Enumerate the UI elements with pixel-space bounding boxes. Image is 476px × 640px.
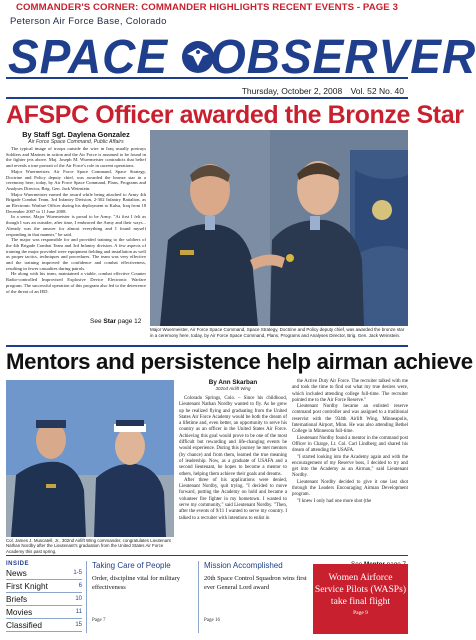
- dateline: [236, 86, 404, 96]
- masthead-word-observer: OBSERVER: [210, 28, 476, 84]
- second-paragraph: Lieutenant Nordby decided to give it one last shot through the Leaders Encouraging Airman Development program.: [292, 479, 408, 498]
- second-headline[interactable]: Mentors and persistence help airman achieve: [6, 349, 473, 374]
- index-item-classified[interactable]: Classified 15: [6, 620, 82, 630]
- index-item-first-knight[interactable]: First Knight 6: [6, 581, 82, 591]
- second-paragraph: "I started looking into the Academy again and with the encouragement of my Reserve boss, I decided to try and get into the Academy as an Airman," said Lieutenant Nordby.: [292, 454, 408, 479]
- second-paragraph: Colorado Springs, Colo. – Since his childhood, Lieutenant Nathan Nordby wanted to fly. As he grew up he realized flying and graduating from the United States Air Force Academy would be both the dream of a lifetime and, even better, an opportunity to serve his country as an officer in the United States Air Force. Achieving this goal would prove to be one of the most difficult but rewarding and life-changing events he would experience. During this journey he met mentors (by chance) and from them, learned the true meaning of leadership. Now, as a graduate of USAFA and a second lieutenant, he hopes to become a mentor to others, helping them achieve their goals and dreams.: [179, 396, 287, 477]
- lead-paragraph: The major was responsible for and provided training to the soldiers of the 4th Brigade Combat Team and 3rd Infantry division. A few aspects of training the major provided were equipment fielding and installation as well as proper tactics, techniques and procedures. The team was very effective and the training improved the confidence and combat effectiveness, resulting in fewer casualties during patrols.: [6, 237, 146, 271]
- lead-paragraph: The typical image of troops outside the wire in Iraq usually portrays Soldiers and Marines in action and the Air Force is assumed to be found in the fighter jets above. Maj. Joseph M. Wuermeister contradicts that belief and reveals a true portrait of the Air Force's role in current operations.: [6, 146, 146, 169]
- graduation-photo: [6, 380, 174, 537]
- lead-paragraph: Major Wuermeister earned the award while being attached to Army 4th Brigade Combat Team, 3rd Infantry Division, 2-302 Infantry Battalion, as an Electronic Warfare Officer during his deployment to Kalsu, Iraq from 18 December 2007 to 11 June 2008.: [6, 191, 146, 214]
- location-line: Peterson Air Force Base, Colorado: [10, 16, 167, 27]
- index-item-briefs[interactable]: Briefs 10: [6, 594, 82, 604]
- index-item-movies[interactable]: Movies 11: [6, 607, 82, 617]
- graduation-illustration: [6, 380, 174, 537]
- second-paragraph: Lieutenant Nordby became an enlisted reserve command post controller and was assigned to a traditional reservist with the 934th Airlift Wing, Minneapolis, International Airport, Minn. He was also attending Bethel College in Minnesota full-time.: [292, 404, 408, 435]
- second-story-column-2: [292, 379, 408, 556]
- masthead: [0, 28, 476, 84]
- lead-story-body: [6, 146, 146, 294]
- wasps-promo[interactable]: Women Airforce Service Pilots (WASPs) take final flight Page 9: [313, 564, 408, 634]
- second-affiliation: 302nd Airlift Wing: [215, 386, 251, 391]
- second-photo-caption: Col. James J. Muscatell, Jr., 302nd Airlift Wing commander, congratulates Lieutenant Nathan Nordby after the Lieutenant's graduation from the United States Air Force Academy this past spring.: [6, 538, 171, 554]
- second-byline: [179, 379, 287, 391]
- second-paragraph: "I knew I only had one more shot (the: [297, 498, 372, 504]
- commanders-corner-teaser[interactable]: COMMANDER'S CORNER: COMMANDER HIGHLIGHTS RECENT EVENTS - PAGE 3: [0, 0, 414, 14]
- header-rule: [6, 97, 408, 99]
- lead-photo-caption: Major Wuermeister, Air Force Space Command, Space Strategy, Doctrine and Policy deputy chief, was awarded the bronze star in a ceremony here, today, by Air Force Space Command, Plans, Programs and Analyses Director, Brig. Gen. Jack Weinstein.: [150, 327, 405, 338]
- teaser-taking-care-of-people[interactable]: Taking Care of People Order, discipline vital for military effectiveness Page 7: [86, 561, 194, 633]
- masthead-word-space: SPACE: [8, 28, 169, 84]
- second-story-column-1: [179, 396, 287, 556]
- second-author: By Ann Skarban: [208, 379, 258, 386]
- footer-rule: [6, 555, 408, 556]
- issue-volume: Vol. 52 No. 40: [350, 86, 404, 96]
- lead-author: By Staff Sgt. Daylena Gonzalez: [22, 130, 130, 139]
- section-divider: [6, 345, 408, 347]
- lead-byline: [6, 130, 146, 145]
- index-item-news[interactable]: News 1-5: [6, 568, 82, 578]
- second-paragraph: Lieutenant Nordby found a mentor in the command post Officer in Charge, Lt. Col. Carl Lindberg and shared his dream of attending the USAFA.: [292, 435, 408, 454]
- inside-title: INSIDE: [6, 561, 30, 567]
- award-ceremony-photo: [150, 130, 408, 326]
- lead-paragraph: Major Wuermeister, Air Force Space Command, Space Strategy, Doctrine and Policy deputy chief, was awarded the bronze star in a ceremony here, today, by Air Force Space Command, Plans, Programs and Analyses Director, Brig. Gen. Jack Weinstein.: [6, 168, 146, 191]
- lead-paragraph: He along with his team, maintained a viable, combat effective Counter Radio-controlled Improvised Explosive Device Electronic Warfare program. The successful operation of this program also led to the deterrence of the threat of an IED.: [6, 271, 146, 294]
- lead-affiliation: Air Force Space Command, Public Affairs: [28, 139, 124, 145]
- teaser-mission-accomplished[interactable]: Mission Accomplished 20th Space Control Squadron wins first ever General Lord award Page 16: [198, 561, 308, 633]
- inside-index: [6, 561, 82, 632]
- lead-headline[interactable]: AFSPC Officer awarded the Bronze Star: [6, 101, 464, 129]
- lead-paragraph: In a sense, Major Wuermeister is proud to be Army. "At first I felt as though I was an outsider, after time, I embraced the Army and their ways... Already was the answer for almost everything and I found myself responding in that manner," he said.: [6, 214, 146, 237]
- issue-date: Thursday, October 2, 2008: [241, 86, 343, 96]
- award-ceremony-illustration: [150, 130, 408, 326]
- second-paragraph: After three of his applications were denied, Lieutenant Nordby, quit trying. "I decided to move forward, putting the Academy on hold and became a volunteer fire fighter in my hometown. I wanted to serve my community," said Lieutenant Nordby. "Then, after the events of 9/11 I wanted to serve my country. I talked to a recruiter with intentions to enlist in: [179, 477, 287, 521]
- lead-jump-link[interactable]: See Star page 12: [90, 318, 142, 325]
- second-paragraph: the Active Duty Air Force. The recruiter talked with me and took the time to find out what my true desires were, which included attending college full-time. The recruiter pointed me to the Air Force Reserve.": [292, 379, 408, 403]
